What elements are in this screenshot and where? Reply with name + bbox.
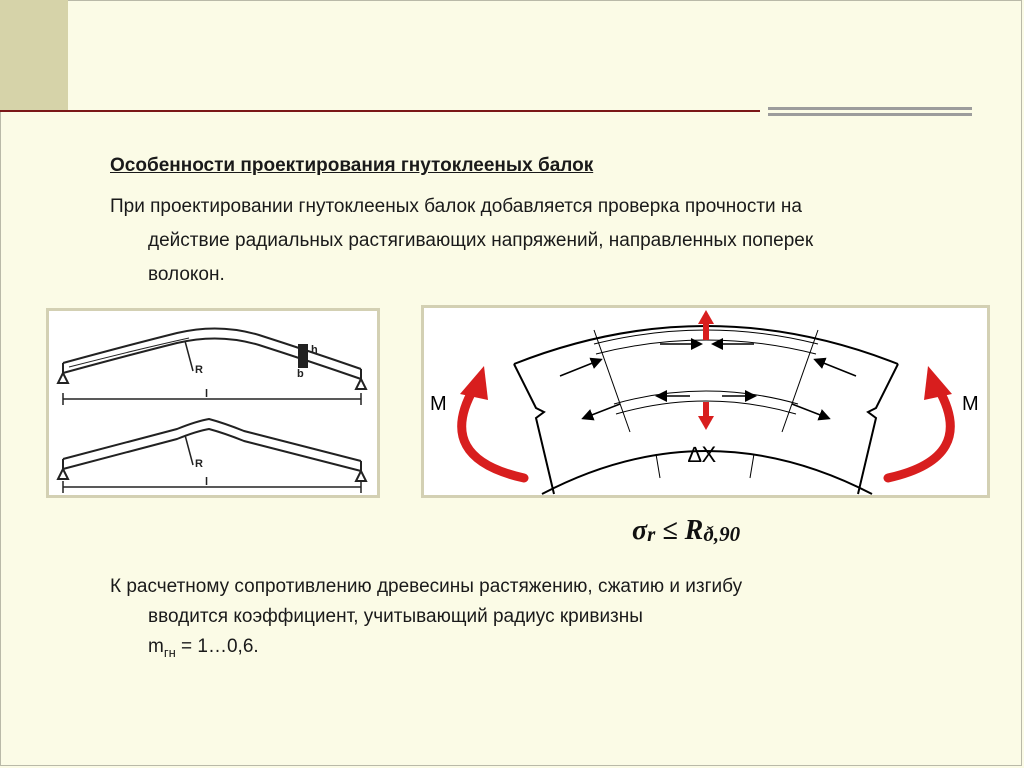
formula-rhs: R	[684, 515, 704, 546]
span-label-bottom: l	[205, 476, 209, 488]
section-b-label: b	[297, 368, 304, 380]
coef-subscript: гн	[163, 644, 176, 660]
radius-label-bottom: R	[195, 458, 203, 470]
moment-label-right: М	[962, 393, 979, 415]
formula-rhs-sub: ð,90	[703, 522, 741, 546]
corner-decoration	[0, 0, 68, 112]
header-bars-decoration	[768, 107, 972, 119]
strength-formula	[632, 515, 740, 547]
header-rule	[0, 110, 760, 112]
note-line-1: К расчетному сопротивлению древесины растяжению, сжатию и изгибу	[110, 576, 743, 597]
note-coefficient	[110, 632, 970, 668]
span-label-top: l	[205, 388, 209, 400]
note-paragraph	[110, 572, 970, 668]
section-h-label: h	[311, 344, 318, 356]
delta-x-label: ∆Х	[688, 442, 717, 467]
coef-value: = 1…0,6.	[175, 636, 259, 657]
beams-figure	[46, 308, 380, 498]
coef-symbol: m	[148, 636, 164, 657]
intro-line-3: волокон.	[148, 264, 225, 285]
formula-lhs-sub: r	[647, 522, 656, 546]
formula-lhs: σ	[632, 515, 648, 546]
intro-line-2: действие радиальных растягивающих напряжений, направленных поперек	[148, 230, 814, 251]
radial-stress-figure	[421, 305, 990, 498]
note-line-2: вводится коэффициент, учитывающий радиус кривизны	[148, 606, 643, 627]
radial-stress-diagram	[424, 308, 987, 495]
intro-line-1: При проектировании гнутоклееных балок добавляется проверка прочности на	[110, 196, 802, 217]
intro-paragraph	[110, 190, 970, 292]
moment-label-left: М	[430, 393, 447, 415]
beams-diagram	[49, 311, 377, 495]
slide-title: Особенности проектирования гнутоклееных балок	[110, 155, 594, 176]
radius-label-top: R	[195, 364, 203, 376]
formula-operator: ≤	[655, 515, 685, 546]
